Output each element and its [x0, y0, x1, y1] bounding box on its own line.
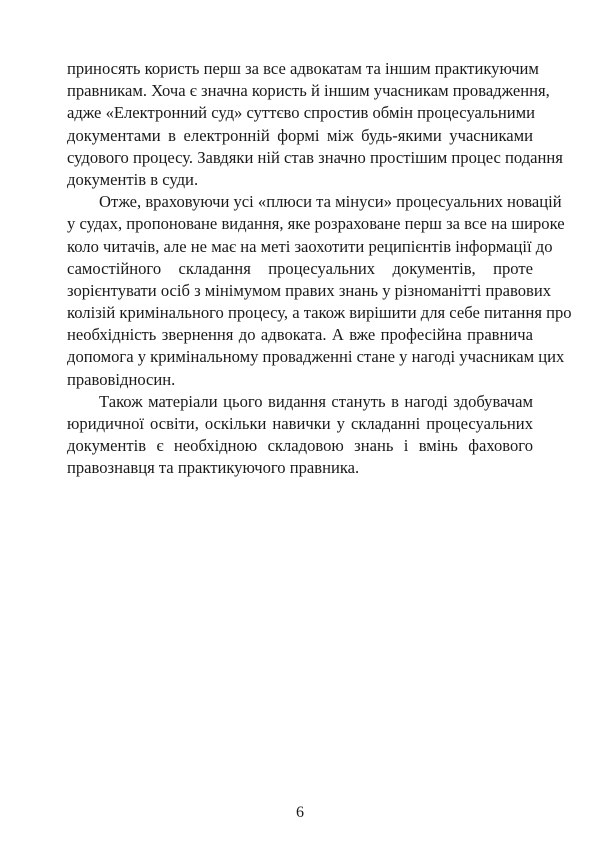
text-line: правовідносин. [67, 369, 176, 389]
text-line: приносять користь перш за все адвокатам та іншим практикуючим [67, 59, 539, 78]
paragraph-1 [67, 58, 563, 191]
text-line: документами в електронній формі між будь-якими учасниками [67, 125, 533, 145]
text-line: адже «Електронний суд» суттєво спростив обмін процесуальними [67, 103, 536, 123]
text-line: у судах, пропоноване видання, яке розраховане перш за все на широке [67, 214, 565, 234]
text-line: документів є необхідною складовою знань і вмінь фахового [67, 436, 533, 456]
text-line: зорієнтувати осіб з мінімумом правих знань у різноманітті правових [67, 280, 552, 300]
text-line: судового процесу. Завдяки ній став значно простішим процес подання [67, 147, 563, 167]
paragraph-3 [67, 391, 533, 480]
text-line: правникам. Хоча є значна користь й іншим учасникам провадження, [67, 81, 550, 101]
text-line: необхідність звернення до адвоката. А вже професійна правнича [67, 325, 533, 345]
text-line: Також матеріали цього видання стануть в нагоді здобувачам [99, 391, 533, 411]
text-line: Отже, враховуючи усі «плюси та мінуси» процесуальних новацій [99, 192, 562, 212]
text-line: коло читачів, але не має на меті заохотити реципієнтів інформації до [67, 236, 553, 256]
text-line: самостійного складання процесуальних документів, проте [67, 258, 533, 278]
paragraph-2 [67, 191, 572, 391]
text-line: правознавця та практикуючого правника. [67, 458, 360, 478]
page-number: 6 [296, 804, 304, 821]
text-line: документів в суди. [67, 169, 199, 189]
text-line: юридичної освіти, оскільки навички у складанні процесуальних [67, 414, 533, 433]
text-line: колізій кримінального процесу, а також вирішити для себе питання про [67, 303, 572, 323]
text-line: допомога у кримінальному провадженні стане у нагоді учасникам цих [67, 347, 565, 367]
body-text [67, 58, 572, 480]
